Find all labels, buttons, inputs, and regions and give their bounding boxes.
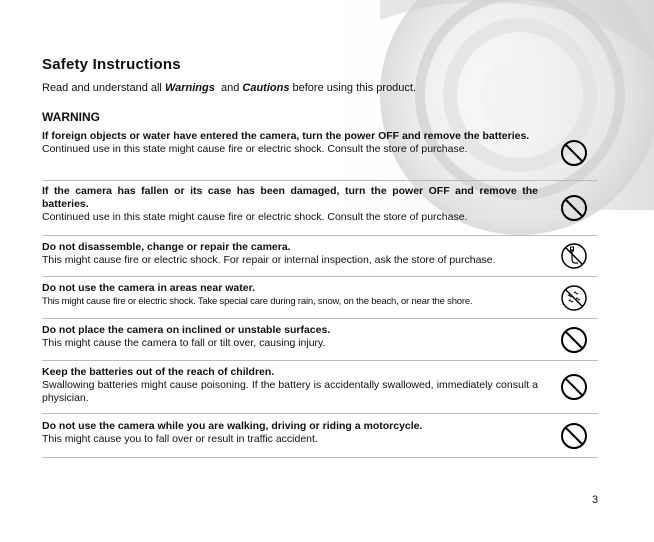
intro-sentence bbox=[42, 82, 416, 94]
warning-item bbox=[42, 126, 598, 181]
warning-item-heading: Keep the batteries out of the reach of children. bbox=[42, 366, 275, 378]
warnings-term: Warnings bbox=[164, 82, 215, 94]
page-number: 3 bbox=[592, 494, 599, 506]
prohibition-icon bbox=[560, 139, 588, 167]
warning-item-heading: Do not use the camera in areas near water. bbox=[42, 282, 256, 294]
warning-item bbox=[42, 361, 598, 414]
no-water-icon bbox=[560, 284, 588, 312]
intro-prefix: Read and understand all bbox=[42, 82, 165, 94]
warning-item-body: This might cause the camera to fall or tilt over, causing injury. bbox=[42, 337, 326, 349]
warning-item-heading: Do not place the camera on inclined or unstable surfaces. bbox=[42, 324, 331, 336]
warning-item-heading: Do not disassemble, change or repair the camera. bbox=[42, 241, 291, 253]
warning-item-body: This might cause fire or electric shock. For repair or internal inspection, ask the store of purchase. bbox=[42, 254, 496, 266]
warning-item-body: This might cause you to fall over or result in traffic accident. bbox=[42, 433, 318, 445]
prohibition-icon bbox=[560, 326, 588, 354]
intro-middle: and bbox=[214, 82, 243, 94]
warning-section-heading: WARNING bbox=[42, 110, 100, 124]
warning-item-body: Continued use in this state might cause fire or electric shock. Consult the store of purchase. bbox=[42, 143, 468, 155]
warning-item bbox=[42, 181, 598, 236]
warning-list bbox=[42, 126, 598, 458]
prohibition-icon bbox=[560, 373, 588, 401]
no-disassembly-icon bbox=[560, 242, 588, 270]
warning-item-body: Swallowing batteries might cause poisoning. If the battery is accidentally swallowed, immediately consult a physician. bbox=[42, 379, 538, 404]
warning-item bbox=[42, 414, 598, 458]
page-title: Safety Instructions bbox=[42, 56, 181, 73]
warning-item bbox=[42, 277, 598, 319]
warning-item bbox=[42, 319, 598, 361]
prohibition-icon bbox=[560, 194, 588, 222]
warning-item-heading: Do not use the camera while you are walking, driving or riding a motorcycle. bbox=[42, 420, 423, 432]
warning-item bbox=[42, 236, 598, 277]
warning-item-body: Continued use in this state might cause fire or electric shock. Consult the store of purchase. bbox=[42, 211, 468, 223]
intro-suffix: before using this product. bbox=[289, 82, 417, 94]
warning-item-heading: If the camera has fallen or its case has been damaged, turn the power OFF and remove the batteries. bbox=[42, 185, 538, 210]
cautions-term: Cautions bbox=[242, 82, 290, 94]
warning-item-heading: If foreign objects or water have entered the camera, turn the power OFF and remove the batteries. bbox=[42, 130, 530, 142]
prohibition-icon bbox=[560, 422, 588, 450]
warning-item-body: This might cause fire or electric shock. Take special care during rain, snow, on the beach, or near the shore. bbox=[42, 296, 473, 307]
